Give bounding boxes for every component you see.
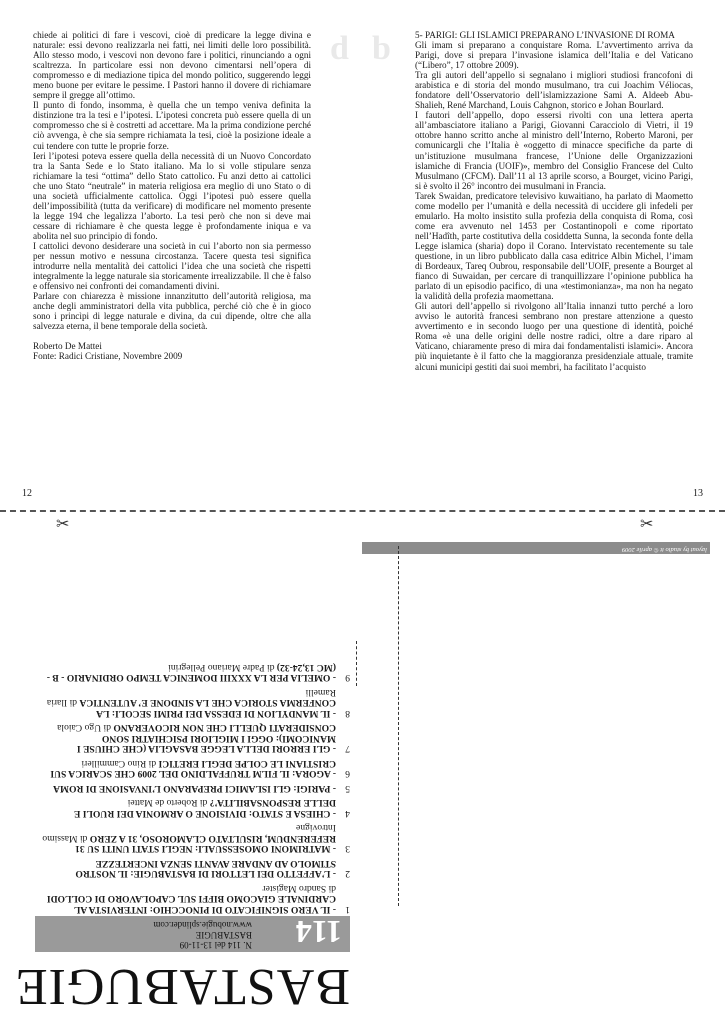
page-number-right: 13 xyxy=(693,488,703,499)
scissors-icon: ✂ xyxy=(640,516,654,533)
toc-item: 5 - PARIGI: GLI ISLAMICI PREPARANO L’INVASIONE DI ROMA xyxy=(53,783,350,794)
toc-item: 6 - AGORA: IL FILM TRUFFALDINO DEL 2009 CHE SCARICA SUI CRISTIANI LE COLPE DEGLI ERETICI di Rino Cammilleri xyxy=(50,758,350,780)
layout-credit: layout by studio it © aprile 2009 xyxy=(621,546,707,553)
toc-item: 1 - IL VERO SIGNIFICATO DI PINOCCHIO: INTERVISTA AL CARDINALE GIACOMO BIFFI SUL CAPOLAVORO DI COLLODI di Sandro Magister xyxy=(46,883,350,915)
toc-item: 4 - CHIESA E STATO: DIVISIONE O ARMONIA DEI RUOLI E DELLE RESPONSABILITA’? di Roberto de Mattei xyxy=(73,797,350,819)
right-page xyxy=(363,0,725,510)
right-paragraph-4: Tarek Swaidan, predicatore televisivo kuwaitiano, ha parlato di Maometto come modello per l’umanità e della necessità di uccidere gli infedeli per emularlo. Ha molto insistito sulla profezia della conquista di Roma, così come era avvenuto nel 1453 per Costantinopoli e come riportato nell’Hadîth, parte costitutiva della cosiddetta Sunna, la seconda fonte della Legge islamica (sharia) dopo il Corano. Intervistato recentemente su tale questione, in un libro pubblicato dalla casa editrice Albin Michel, l’imam di Bordeaux, Tareq Oubrou, responsabile dell’UOIF, presente a Bourget al fianco di Suwaidan, per cercare di tranquillizzare l’opinione pubblica ha parlato di un episodio pacifico, di una «testimonianza», ma non ha negato la validità della profezia maomettana. xyxy=(415,190,693,302)
left-paragraph-2: Il punto di fondo, insomma, è quella che un tempo veniva definita la distinzione tra la tesi e l’ipotesi. L’ipotesi concreta può essere quella di un compromesso che si è costretti ad accettare. Ma la prima condizione perché ciò avvenga, è che sia sempre richiamata la tesi, cioè la posizione ideale a cui tendere con tutte le proprie forze. xyxy=(33,100,311,151)
page-number-left: 12 xyxy=(22,488,32,499)
dashed-divider xyxy=(398,546,399,906)
flipped-cover-panel xyxy=(0,512,725,1024)
toc-item: 7 - GLI ERRORI DELLA LEGGE BASAGLIA (CHE CHIUSE I MANICOMI): OGGI I MIGLIORI PSICHIATRI SONO CONSIDERATI QUELLI CHE NON RICOVERANO di Ugo Caiola xyxy=(57,722,350,755)
website: www.nobugie.splinder.com xyxy=(153,920,252,930)
left-paragraph-4: I cattolici devono desiderare una società in cui l’aborto non sia permesso per nessun motivo e nessuna circostanza. Tacere questa tesi significa introdurre nella mentalità dei cattolici l’idea che una società che rispetti integralmente la legge naturale sia storicamente irrealizzabile. Il che è falso e offensivo nei confronti dei comandamenti divini. xyxy=(33,240,311,292)
dashed-divider xyxy=(356,641,357,686)
right-paragraph-2: Tra gli autori dell’appello si segnalano i migliori studiosi francofoni di arabistica e di storia del mondo musulmano, tra cui Joachim Véliocas, fondatore dell’Osservatorio dell’islamizzazione Sami A. Aldeeb Abu-Shalieh, René Marchand, Louis Cahgnon, storico e Johan Bourlard. xyxy=(415,70,693,111)
issue-info xyxy=(153,920,252,950)
decorative-letter-d: d xyxy=(330,30,349,67)
left-paragraph-5: Parlare con chiarezza è missione innanzitutto dell’autorità religiosa, ma anche degli amministratori della vita pubblica, perché ciò che è in gioco sono i princìpi di legge naturale e divina, da cui dipende, oltre che alla salvezza eterna, il bene temporale della società. xyxy=(33,291,311,332)
article-title: 5- PARIGI: GLI ISLAMICI PREPARANO L’INVASIONE DI ROMA xyxy=(415,30,675,40)
left-paragraph-1: chiede ai politici di fare i vescovi, cioè di predicare la legge divina e naturale: essi devono realizzarla nei fatti, nei limiti delle loro possibilità. Allo stesso modo, i vescovi non devono fare i politici, rinunciando a ogni scaltrezza. In particolare essi non devono cimentarsi nell’opera di compromesso e di mediazione tipica del mondo politico, suggerendo leggi meno buone per evitare le pessime. I Pastori hanno il dovere di richiamare sempre il gregge all’ottimo. xyxy=(33,30,311,101)
article-source: Fonte: Radici Cristiane, Novembre 2009 xyxy=(33,351,183,362)
issue-number: 114 xyxy=(295,914,342,950)
right-paragraph-1: Gli imam si preparano a conquistare Roma. L’avvertimento arriva da Parigi, dove si prepara l’invasione islamica dell’Italia e del Vaticano (“Libero”, 17 ottobre 2009). xyxy=(415,40,693,71)
toc-item: 8 - IL MANDYLION DI EDESSA DEI PRIMI SECOLI: LA CONFERMA STORICA CHE LA SINDONE E’ AUTENTICA di Ilaria Ramelli xyxy=(46,687,350,719)
toc-item: 3 - MATRIMONI OMOSESSUALI: NEGLI STATI UNITI SU 31 REFERENDUM, RISULTATO CLAMOROSO, 31 A ZERO di Massimo Introvigne xyxy=(42,822,350,855)
article-signature: Roberto De Mattei xyxy=(33,341,102,352)
right-paragraph-3: I fautori dell’appello, dopo essersi rivolti con una lettera aperta all’ambasciatore italiano a Parigi, Giovanni Caracciolo di Vietri, il 19 ottobre hanno scritto anche al ministro dell’Interno, Roberto Maroni, per comunicargli che l’Italia è «oggetto di minacce specifiche da parte di un’istituzione musulmana francese, l’Unione delle Organizzazioni islamiche di Francia (UOIF)», membro del Consiglio Francese del Culto Musulmano (CFCM). Dall’11 al 13 aprile scorso, a Bourget, vicino Parigi, si è svolto il 26° incontro dei musulmani in Francia. xyxy=(415,110,693,191)
left-page xyxy=(0,0,362,510)
issue-name: BASTABUGIE xyxy=(195,930,252,940)
left-article-column xyxy=(33,30,311,362)
decorative-letter-b: b xyxy=(372,30,391,67)
right-paragraph-5: Gli autori dell’appello si rivolgono all’Italia innanzi tutto perché a loro avviso le autorità francesi sembrano non prestare attenzione a questo avvertimento e in secondo luogo per una questione di identità, poiché Roma «è una delle origini delle nostre radici, oltre a dare riparo al Vaticano, chiaramente preso di mira dai fondamentalisti islamici». Ancora più inquietante è il fatto che la maggioranza presidenziale attuale, tramite alcuni municipi gestiti dai suoi membri, ha facilitato l’acquisto xyxy=(415,301,693,372)
scissors-icon: ✂ xyxy=(56,516,70,533)
table-of-contents xyxy=(40,658,350,915)
toc-item: 2 - L’AFFETTO DEI LETTORI DI BASTABUGIE: IL NOSTRO STIMOLO AD ANDARE AVANTI SENZA INCERTEZZE xyxy=(75,858,350,880)
toc-item: 9 - OMELIA PER LA XXXIII DOMENICA TEMPO ORDINARIO - B - (MC 13,24-32) di Padre Mariano Pellegrini xyxy=(46,662,350,684)
masthead-title: BASTABUGIE xyxy=(14,958,350,1015)
issue-line: N. 114 del 13-11-09 xyxy=(179,940,252,950)
left-paragraph-3: Ieri l’ipotesi poteva essere quella della necessità di un Nuovo Concordato tra la Santa Sede e lo Stato italiano. Ma lo si volle stipulare senza richiamare la tesi “ottima” dello Stato cattolico. Fu anzi detto ai cattolici che uno Stato “neutrale” in materia religiosa era meglio di uno Stato o di una società ufficialmente cattolica. Oggi l’ipotesi può essere quella dell’impossibilità (tutta da verificare) di modificare nel momento presente la legge 194 che legalizza l’aborto. La tesi però che non si deve mai cessare di richiamare è che questa legge è profondamente iniqua e va abolita nel suo principio di fondo. xyxy=(33,150,311,241)
right-article-column xyxy=(415,30,693,372)
masthead xyxy=(14,914,350,1016)
